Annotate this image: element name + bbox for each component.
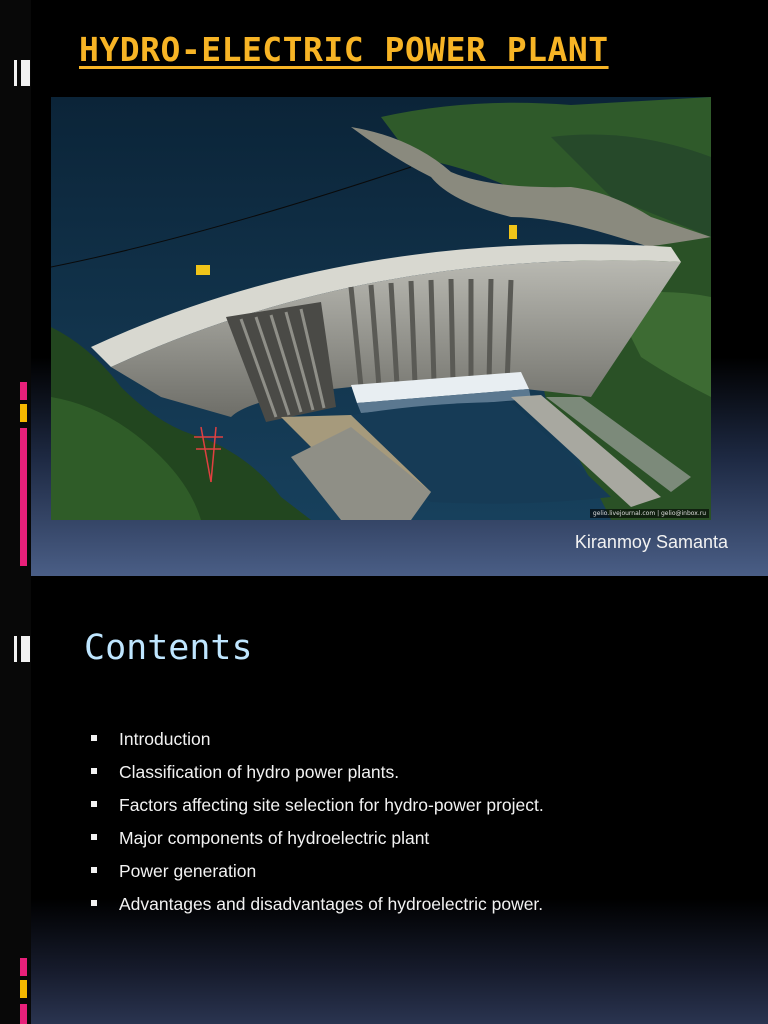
list-item xyxy=(88,861,544,894)
list-item xyxy=(88,828,544,861)
list-item xyxy=(88,762,544,795)
slide-marker-thin xyxy=(14,60,17,86)
contents-title: Contents xyxy=(84,628,253,668)
bullet-icon xyxy=(91,867,97,873)
author-name: Kiranmoy Samanta xyxy=(574,532,728,552)
list-item-text: Classification of hydro power plants. xyxy=(119,762,400,782)
slide-title: HYDRO-ELECTRIC POWER PLANT xyxy=(79,30,609,69)
dam-illustration xyxy=(51,97,711,520)
list-item-text: Major components of hydroelectric plant xyxy=(119,828,430,848)
slide-marker xyxy=(21,60,30,86)
dam-photo xyxy=(51,97,711,520)
bullet-icon xyxy=(91,834,97,840)
bullet-icon xyxy=(91,900,97,906)
list-item xyxy=(88,795,544,828)
accent-stripe-pink-long xyxy=(20,1004,27,1024)
accent-stripe-yellow xyxy=(20,980,27,998)
list-item-text: Introduction xyxy=(119,729,211,749)
list-item-text: Factors affecting site selection for hydro-power project. xyxy=(119,795,544,815)
accent-stripe-pink-long xyxy=(20,428,27,566)
slide-marker-thin xyxy=(14,636,17,662)
accent-stripe-yellow xyxy=(20,404,27,422)
list-item-text: Advantages and disadvantages of hydroelectric power. xyxy=(119,894,544,914)
bullet-icon xyxy=(91,768,97,774)
photo-credit: gelio.livejournal.com | gelio@inbox.ru xyxy=(590,509,709,518)
contents-slide xyxy=(0,576,768,1024)
contents-list xyxy=(88,729,544,927)
list-item xyxy=(88,729,544,762)
bullet-icon xyxy=(91,735,97,741)
list-item-text: Power generation xyxy=(119,861,257,881)
bullet-icon xyxy=(91,801,97,807)
slide-marker xyxy=(21,636,30,662)
accent-stripe-pink xyxy=(20,958,27,976)
list-item xyxy=(88,894,544,927)
accent-stripe-pink xyxy=(20,382,27,400)
